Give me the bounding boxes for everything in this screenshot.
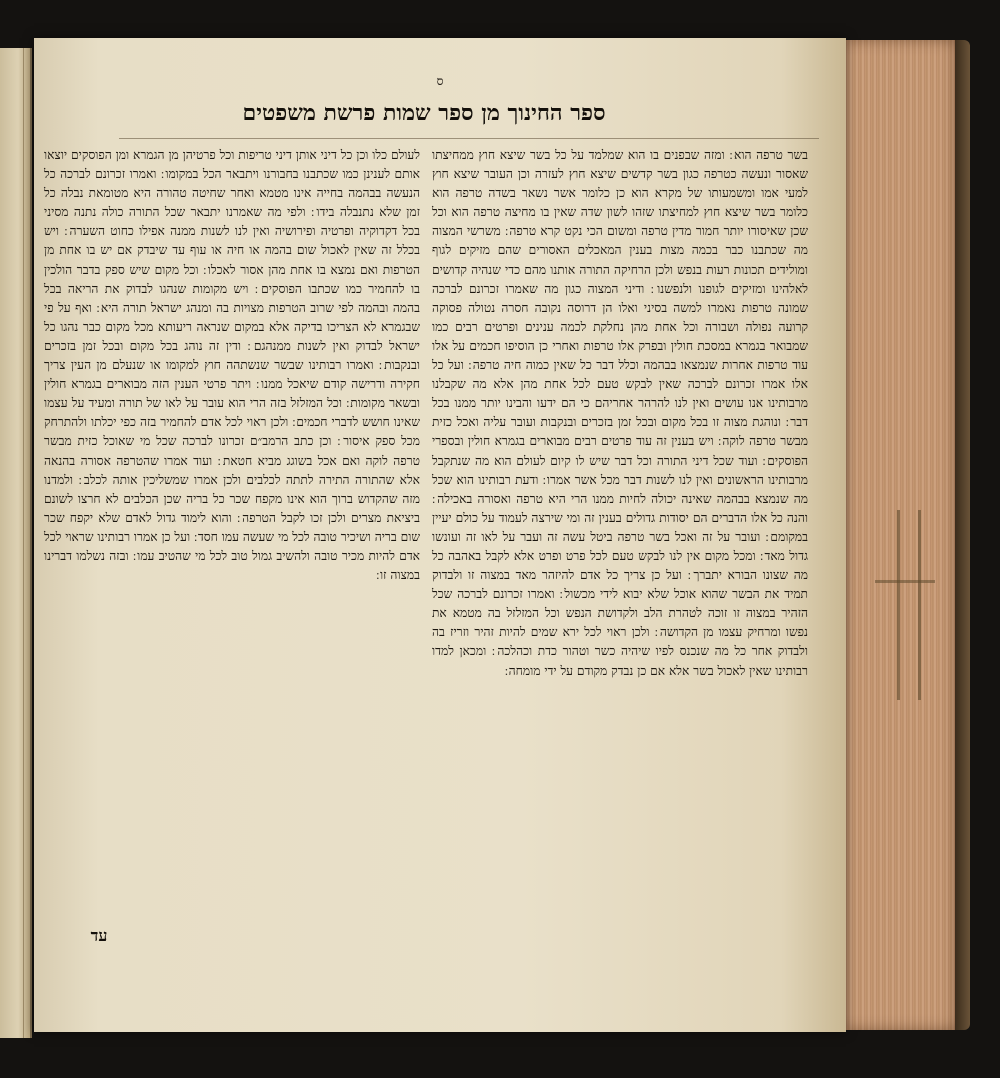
left-column-text: לעולם כלו וכן כל דיני אותן דיני טריפות וכל פרטיהן מן הגמרא ומן הפוסקים יוצאו אותם לענינן כמו שכתבנו בחבורנו ויתבאר הכל במקומו ׃ ואמרו זכרונם לברכה כל הנעשה בבהמה בחייה אינו מטמא ואחר שחיטה טהורה היא מטומאת נבלה כל זמן שלא נתנבלה בידו ׃ ולפי מה שאמרנו יתבאר שכל התורה כולה נתנה מסיני בכל דקדוקיה ופרטיה ופירושיה ואין לנו לשנות ממנה אפילו כחוט השערה ׃ ויש בכלל זה שאין לאכול שום בהמה או חיה או עוף עד שיבדק אם יש בו אחת מן הטרפות ואם נמצא בו אחת מהן אסור לאכלו ׃ וכל מקום שיש ספק בדבר הולכין בו להחמיר כמו שכתבו הפוסקים ׃ ויש מקומות שנהגו לבדוק את הריאה בכל בהמה ובהמה לפי שרוב הטרפות מצויות בה ומנהג ישראל תורה היא ׃ ואף על פי שבגמרא לא הצריכו בדיקה אלא במקום שנראה ריעותא מכל מקום כבר נהגו כל ישראל לבדוק ואין לשנות ממנהגם ׃ ודין זה נוהג בכל מקום ובכל זמן בזכרים ובנקבות ׃ ואמרו רבותינו שבשר שנשתהה חוץ למקומו או שנעלם מן העין צריך חקירה ודרישה קודם שיאכל ממנו ׃ ויתר פרטי הענין הזה מבוארים בגמרא חולין ובשאר מקומות ׃ וכל המזלזל בזה הרי הוא עובר על לאו של תורה ומעיד על עצמו שאינו חושש לדברי חכמים ׃ ולכן ראוי לכל אדם להחמיר בזה כפי יכלתו ולהתרחק מכל ספק איסור ׃ וכן כתב הרמב״ם זכרונו לברכה שכל מי שאוכל כזית מבשר טרפה לוקה ואם אכל בשוגג מביא חטאת ׃ ועוד אמרו שהטרפה אסורה בהנאה אלא שהתורה התירה לתתה לכלבים ולכן אמרו שמשליכין אותה לכלב ׃ ולמדנו מזה שהקדוש ברוך הוא אינו מקפח שכר כל בריה שכן הכלבים לא חרצו לשונם ביציאת מצרים ולכן זכו לקבל הטרפה ׃ והוא לימוד גדול לאדם שלא יקפח שכר שום בריה ושיכיר טובה לכל מי שעשה עמו חסד ׃ ועל כן אמרו רבותינו שראוי לכל אדם להיות מכיר טובה ולהשיב גמול טוב לכל מי שהטיב עמו ׃ ובזה נשלמו דברינו במצוה זו ׃ <box>44 148 420 583</box>
left-page-edge <box>23 48 24 1038</box>
end-marker: עד <box>90 926 108 945</box>
running-head: ספר החינוך מן ספר שמות פרשת משפטים <box>242 100 606 126</box>
book-fore-edge <box>835 40 965 1030</box>
right-text-column <box>432 146 808 681</box>
fore-edge-marking-bar <box>875 580 935 583</box>
head-rule <box>119 138 819 139</box>
folio-number: ס <box>436 74 444 88</box>
right-column-text: בשר טרפה הוא ׃ ומזה שבפנים בו הוא שמלמד על כל בשר שיצא חוץ ממחיצתו שאסור ונעשה כטרפה כגון בשר קדשים שיצא חוץ לעזרה וכן העובר שיצא חוץ למעי אמו ומשמעותו של מקרא הוא כן כלומר אשר נשאר בשדה טרפה הוא כלומר בשר שיצא חוץ למחיצתו שזהו לשון שדה שאין בו מחיצה טרפה הוא וכל שכן שאיסורו יותר חמור מדין טרפה ומשום הכי נקט קרא טרפה ׃ משרשי המצוה מה שכתבנו כבר בכמה מצות בענין המאכלים האסורים שהם מזיקים לגוף ומולידים תכונות רעות בנפש ולכן הרחיקה התורה אותנו מהם כדי שנהיה קדושים לאלהינו ומזיקים לגופנו ולנפשנו ׃ ודיני המצוה כגון מה שאמרו זכרונם לברכה שמונה טרפות נאמרו למשה בסיני ואלו הן דרוסה נקובה חסרה נטולה פסוקה קרועה נפולה ושבורה וכל אחת מהן נחלקת לכמה ענינים ופרטים רבים כמו שמבואר בגמרא במסכת חולין ובפרק אלו טרפות ואחרי כן הוסיפו חכמים על אלו עוד טרפות אחרות שנמצאו בבהמה וכלל דבר כל שאין כמוה חיה טרפה ׃ ועל כל אלו אמרו זכרונם לברכה שאין לבקש טעם לכל אחת מהן אלא מה שקבלנו מרבותינו אנו עושים ואין לנו להרהר אחריהם כי הם ידעו והבינו יותר ממנו בכל דבר ׃ ונוהגת מצוה זו בכל מקום ובכל זמן בזכרים ובנקבות ועובר עליה ואכל כזית מבשר טרפה לוקה ׃ ויש בענין זה עוד פרטים רבים מבוארים בגמרא חולין ובספרי הפוסקים ׃ ועוד שכל דיני התורה וכל דבר שיש לו קיום לעולם הוא מה שנתקבל מרבותינו הראשונים ואין לנו לשנות דבר מכל אשר אמרו ׃ ודעת רבותינו הוא שכל מה שנמצא בבהמה שאינה יכולה לחיות ממנו הרי היא טרפה ואסורה באכילה ׃ והנה כל אלו הדברים הם יסודות גדולים בענין זה ומי שירצה לעמוד על כולם יעיין במקומם ׃ ועובר על זה ואכל בשר טרפה ביטל עשה זה ועבר על לאו זה ועונשו גדול מאד ׃ ומכל מקום אין לנו לבקש טעם לכל פרט ופרט אלא לקבל באהבה כל מה שצונו הבורא יתברך ׃ ועל כן צריך כל אדם להיזהר מאד במצוה זו ולבדוק תמיד את הבשר שהוא אוכל שלא יבוא לידי מכשול ׃ ואמרו זכרונם לברכה שכל הזהיר במצוה זו זוכה לטהרת הלב ולקדושת הנפש וכל המזלזל בה מטמא את נפשו ומרחיק עצמו מן הקדושה ׃ ולכן ראוי לכל ירא שמים להיות זהיר וזריז בה ולבדוק אחר כל מה שנכנס לפיו שיהיה כשר וטהור כדת וכהלכה ׃ ומכאן למדו רבותינו שאין לאכול בשר אלא אם כן נבדק מקודם על ידי מומחה ׃ <box>432 148 808 678</box>
left-text-column <box>44 146 420 585</box>
page <box>34 38 846 1032</box>
fore-edge-marking <box>897 510 921 700</box>
left-facing-page <box>0 48 32 1038</box>
book-cover-edge <box>955 40 970 1030</box>
